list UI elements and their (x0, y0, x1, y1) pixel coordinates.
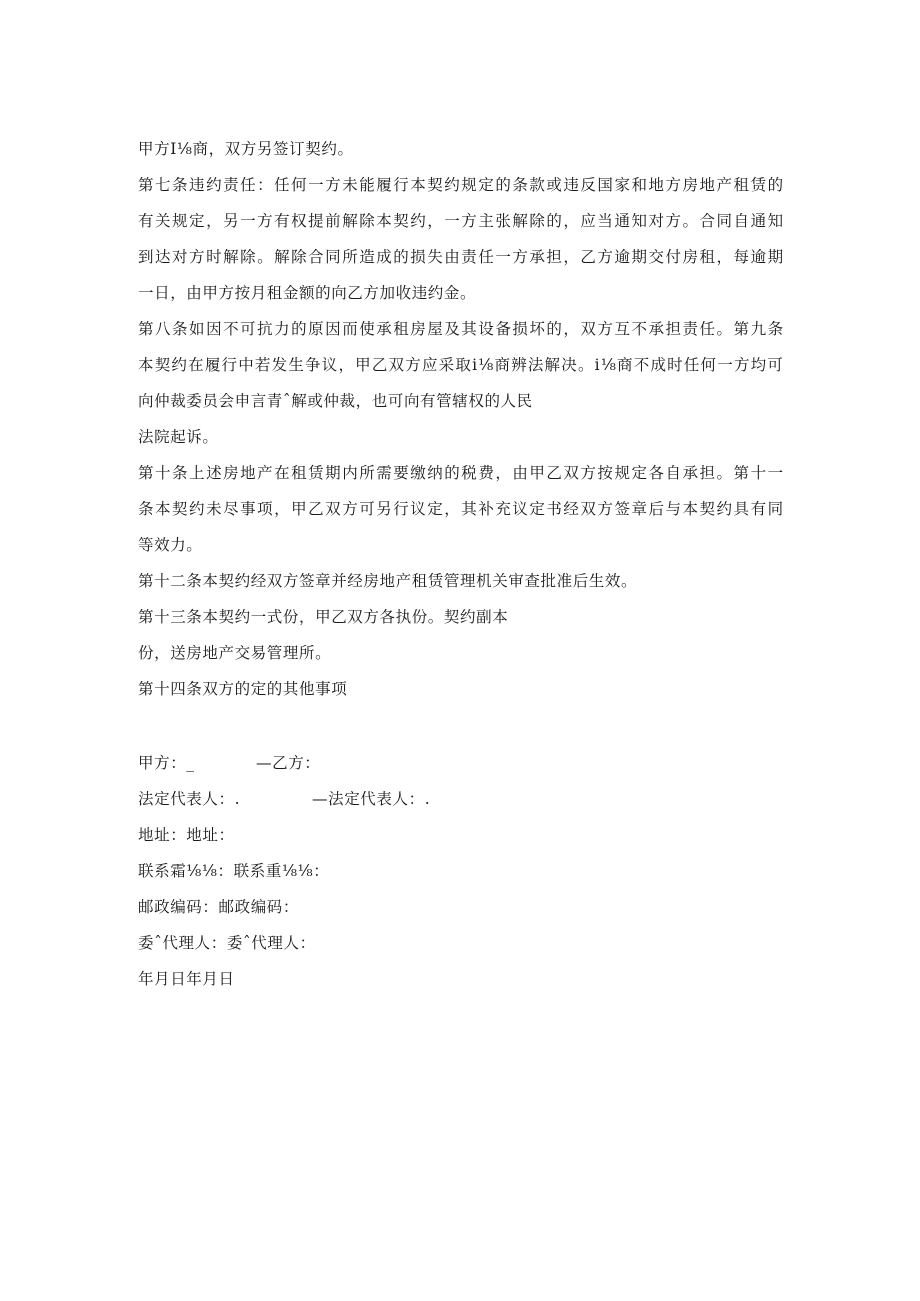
text-char: 方 (597, 500, 614, 518)
text-char: 本 (376, 212, 393, 230)
text-char: 一 (495, 248, 512, 266)
text-char: 其 (461, 320, 478, 338)
text-char: 期 (767, 248, 784, 266)
text-char: 原 (308, 320, 325, 338)
text-char: 内 (342, 464, 359, 482)
text-char: ， (444, 500, 461, 518)
text-char: 商 (617, 356, 634, 374)
text-char: 互 (614, 320, 631, 338)
party-b-label: —乙方： (256, 754, 321, 772)
text-char: 除 (529, 212, 546, 230)
signature-party-row (138, 745, 788, 781)
text-char: 本 (155, 500, 172, 518)
paragraph-line (138, 347, 784, 383)
text-char: 未 (206, 500, 223, 518)
text-char: 除 (240, 248, 257, 266)
document-body (138, 131, 788, 997)
text-char: 时 (206, 248, 223, 266)
text-char: ， (716, 248, 733, 266)
text-char: 契 (172, 500, 189, 518)
text-char: 方 (665, 212, 682, 230)
text-char: 地 (240, 464, 257, 482)
text-char: 定 (427, 500, 444, 518)
paragraph-line: 向仲裁委员会申言青ˆ解或仲裁，也可向有管辖权的人民 (138, 392, 533, 410)
text-char: 乙 (308, 500, 325, 518)
text-char: 后 (648, 500, 665, 518)
text-char: 坏 (529, 320, 546, 338)
text-char: 条 (767, 320, 784, 338)
text-char: 的 (495, 176, 512, 194)
text-char: 乙 (371, 356, 388, 374)
text-char: 何 (700, 356, 717, 374)
text-char: 在 (188, 356, 205, 374)
text-char: 同 (767, 500, 784, 518)
text-char: 条 (138, 500, 155, 518)
text-char: 的 (767, 176, 784, 194)
text-char: 条 (172, 320, 189, 338)
text-char: 付 (665, 248, 682, 266)
text-char: 约 (171, 356, 188, 374)
text-char: 事 (240, 500, 257, 518)
text-char: 条 (512, 176, 529, 194)
text-char: 项 (257, 500, 274, 518)
text-char: 能 (359, 176, 376, 194)
text-char: 本 (682, 500, 699, 518)
text-char: 第 (733, 320, 750, 338)
text-char: 任 (274, 176, 291, 194)
text-char: 交 (648, 248, 665, 266)
text-char: 何 (291, 176, 308, 194)
text-char: 房 (223, 464, 240, 482)
text-char: 违 (563, 176, 580, 194)
text-char: 前 (325, 212, 342, 230)
text-char: ， (206, 212, 223, 230)
text-char: 责 (223, 176, 240, 194)
text-char: 本 (138, 356, 155, 374)
text-char: ， (563, 320, 580, 338)
text-char: 。 (257, 248, 274, 266)
text-char: 与 (665, 500, 682, 518)
text-char: ⅛ (478, 356, 494, 374)
text-char: 行 (221, 356, 238, 374)
text-char: 逾 (750, 248, 767, 266)
text-char: 规 (461, 176, 478, 194)
text-char: 地 (699, 176, 716, 194)
text-char: 按 (597, 464, 614, 482)
text-char: 使 (359, 320, 376, 338)
text-char: 七 (155, 176, 172, 194)
text-char: 若 (254, 356, 272, 374)
text-char: 或 (546, 176, 563, 194)
text-char: 损 (512, 320, 529, 338)
text-char: 主 (478, 212, 495, 230)
text-char: 所 (359, 464, 376, 482)
text-char: 对 (172, 248, 189, 266)
paragraph-line (138, 239, 784, 275)
text-char: 担 (546, 248, 563, 266)
text-char: 方 (665, 176, 682, 194)
text-char: 条 (172, 464, 189, 482)
text-char: 约 (444, 176, 461, 194)
text-char: 任 (478, 248, 495, 266)
text-char: 另 (223, 212, 240, 230)
text-char: 应 (421, 356, 439, 374)
text-char: 契 (699, 500, 716, 518)
text-char: 八 (155, 320, 172, 338)
text-char: 需 (376, 464, 393, 482)
text-char: ， (563, 248, 580, 266)
text-char: 的 (444, 464, 461, 482)
text-char: 房 (682, 176, 699, 194)
text-char: 备 (495, 320, 512, 338)
paragraph-line: 甲方I⅛商，双方另签订契约。 (138, 140, 354, 158)
text-char: 乙 (546, 464, 563, 482)
text-char: 章 (631, 500, 648, 518)
text-char: 甲 (291, 500, 308, 518)
text-char: 生 (288, 356, 305, 374)
text-char: 解 (223, 248, 240, 266)
text-char: 乙 (580, 248, 597, 266)
text-char: 通 (750, 212, 767, 230)
text-char: 同 (325, 248, 342, 266)
text-char: 方 (342, 500, 359, 518)
text-char: 设 (478, 320, 495, 338)
text-char: 责 (682, 320, 699, 338)
text-char: 书 (546, 500, 563, 518)
text-char: 发 (271, 356, 288, 374)
text-char: ， (495, 464, 512, 482)
text-char: 履 (376, 176, 393, 194)
text-char: 除 (359, 212, 376, 230)
text-char: 产 (257, 464, 274, 482)
text-char: 方 (405, 356, 422, 374)
text-char: 自 (665, 464, 682, 482)
text-char: 约 (189, 500, 206, 518)
text-char: 约 (716, 500, 733, 518)
text-char: 双 (325, 500, 342, 518)
text-char: 知 (767, 212, 784, 230)
text-char: 逾 (614, 248, 631, 266)
text-char: i (594, 356, 601, 374)
text-char: 决 (561, 356, 578, 374)
text-char: 提 (308, 212, 325, 230)
text-char: 契 (427, 176, 444, 194)
text-char: 期 (325, 464, 342, 482)
paragraph-line (138, 167, 784, 203)
text-char: 约 (206, 176, 223, 194)
text-char: 不 (631, 320, 648, 338)
text-char: 有 (750, 500, 767, 518)
text-char: 履 (204, 356, 221, 374)
text-char: 具 (733, 500, 750, 518)
text-char: 由 (512, 464, 529, 482)
text-char: 费 (478, 464, 495, 482)
text-char: 如 (189, 320, 206, 338)
text-char: 不 (223, 320, 240, 338)
text-char: 定 (529, 500, 546, 518)
text-char: 本 (410, 176, 427, 194)
text-char: 地 (648, 176, 665, 194)
text-char: 双 (580, 500, 597, 518)
text-char: 自 (733, 212, 750, 230)
text-char: 关 (155, 212, 172, 230)
text-char: 应 (580, 212, 597, 230)
paragraph-line: 等效力。 (138, 536, 203, 554)
text-char: 可 (767, 356, 784, 374)
text-char: 双 (580, 320, 597, 338)
paragraph-line (138, 455, 784, 491)
text-char: 契 (393, 212, 410, 230)
text-char: 赁 (750, 176, 767, 194)
text-char: 方 (512, 248, 529, 266)
text-char: 其 (461, 500, 478, 518)
text-char: 造 (359, 248, 376, 266)
text-char: ⅛ (600, 356, 617, 374)
text-char: 而 (342, 320, 359, 338)
paragraph-line: 第十二条本契约经双方签章并经房地产租赁管理机关审查批准后生效。 (138, 572, 638, 590)
text-char: 一 (767, 464, 784, 482)
text-char: 赁 (308, 464, 325, 482)
text-char: 不 (633, 356, 650, 374)
text-char: 担 (665, 320, 682, 338)
text-char: 房 (410, 320, 427, 338)
paragraph-line: 一日，由甲方按月租金额的向乙方加收违约金。 (138, 284, 477, 302)
text-char: 因 (325, 320, 342, 338)
text-char: 知 (631, 212, 648, 230)
text-char: 商 (494, 356, 511, 374)
text-char: 解 (544, 356, 561, 374)
text-char: ， (427, 212, 444, 230)
text-char: 约 (410, 212, 427, 230)
text-char: 承 (376, 320, 393, 338)
text-char: 条 (172, 176, 189, 194)
text-char: 补 (478, 500, 495, 518)
text-char: 未 (342, 176, 359, 194)
text-char: 任 (699, 320, 716, 338)
text-char: 一 (444, 212, 461, 230)
signature-phone-row: 联系霜⅛⅛：联系重⅛⅛： (138, 862, 330, 880)
text-char: 成 (376, 248, 393, 266)
text-char: 方 (189, 248, 206, 266)
text-char: 每 (733, 248, 750, 266)
text-char: 权 (291, 212, 308, 230)
text-char: ， (563, 212, 580, 230)
text-char: 方 (580, 464, 597, 482)
text-char: 家 (614, 176, 631, 194)
text-char: 争 (305, 356, 322, 374)
text-char: 。 (577, 356, 595, 374)
text-char: 方 (597, 248, 614, 266)
text-char: 经 (563, 500, 580, 518)
text-char: 法 (527, 356, 544, 374)
text-char: 契 (154, 356, 171, 374)
text-char: 方 (325, 176, 342, 194)
text-char: 承 (682, 464, 699, 482)
text-char: 租 (393, 320, 410, 338)
paragraph-line (138, 491, 784, 527)
text-char: 到 (138, 248, 155, 266)
text-char: 可 (240, 320, 257, 338)
text-char: 定 (478, 176, 495, 194)
text-char: 在 (274, 464, 291, 482)
text-char: 有 (138, 212, 155, 230)
text-char: 甲 (355, 356, 372, 374)
text-char: 第 (138, 320, 155, 338)
text-char: 承 (648, 320, 665, 338)
text-char: 十 (750, 464, 767, 482)
text-char: 失 (427, 248, 444, 266)
text-char: 的 (546, 320, 563, 338)
text-char: 及 (444, 320, 461, 338)
text-char: 议 (512, 500, 529, 518)
spacer (138, 707, 788, 745)
text-char: 甲 (529, 464, 546, 482)
text-char: 除 (291, 248, 308, 266)
party-a-label: 甲方：_ (138, 754, 195, 772)
text-char: 力 (274, 320, 291, 338)
text-char: 规 (614, 464, 631, 482)
text-char: 九 (750, 320, 767, 338)
signature-date-row: 年月日年月日 (138, 970, 235, 988)
text-char: 期 (631, 248, 648, 266)
text-char: 可 (359, 500, 376, 518)
text-char: 要 (393, 464, 410, 482)
paragraph-line: 份，送房地产交易管理所。 (138, 644, 332, 662)
text-char: 款 (529, 176, 546, 194)
text-char: 。 (682, 212, 699, 230)
paragraph-line: 第十三条本契约一式份，甲乙双方各执份。契约副本 (138, 608, 509, 626)
text-char: 反 (580, 176, 597, 194)
text-char: 的 (546, 212, 563, 230)
text-char: 达 (155, 248, 172, 266)
text-char: 合 (699, 212, 716, 230)
text-char: 十 (155, 464, 172, 482)
text-char: i (472, 356, 478, 374)
text-char: 均 (750, 356, 767, 374)
paragraph-line (138, 203, 784, 239)
text-char: 成 (650, 356, 667, 374)
signature-address-row: 地址：地址： (138, 826, 235, 844)
text-char: 规 (172, 212, 189, 230)
text-char: 任 (683, 356, 700, 374)
text-char: 充 (495, 500, 512, 518)
paragraph-line (138, 311, 784, 347)
text-char: 租 (699, 248, 716, 266)
text-char: 担 (699, 464, 716, 482)
text-char: ： (257, 176, 274, 194)
text-char: 纳 (427, 464, 444, 482)
text-char: 中 (238, 356, 255, 374)
signature-agent-row: 委ˆ代理人：委ˆ代理人： (138, 934, 316, 952)
text-char: 承 (529, 248, 546, 266)
text-char: 述 (206, 464, 223, 482)
text-char: 当 (597, 212, 614, 230)
text-char: 双 (388, 356, 405, 374)
text-char: 和 (631, 176, 648, 194)
paragraph-line: 第十四条双方的定的其他事项 (138, 680, 348, 698)
text-char: 方 (461, 212, 478, 230)
text-char: 损 (410, 248, 427, 266)
rep-a-label: 法定代表人：. (138, 790, 241, 808)
text-char: 各 (648, 464, 665, 482)
text-char: 对 (648, 212, 665, 230)
text-char: 通 (614, 212, 631, 230)
text-char: 解 (512, 212, 529, 230)
text-char: 上 (189, 464, 206, 482)
text-char: 行 (393, 500, 410, 518)
text-char: 的 (291, 320, 308, 338)
text-char: 因 (206, 320, 223, 338)
text-char: 同 (716, 212, 733, 230)
text-char: 违 (189, 176, 206, 194)
text-char: 合 (308, 248, 325, 266)
text-char: 房 (682, 248, 699, 266)
text-char: 时 (667, 356, 684, 374)
text-char: 国 (597, 176, 614, 194)
rep-b-label: —法定代表人：. (312, 790, 431, 808)
text-char: 第 (138, 176, 155, 194)
text-char: 采 (438, 356, 455, 374)
text-char: 第 (733, 464, 750, 482)
text-char: 解 (274, 248, 291, 266)
text-char: 辨 (511, 356, 528, 374)
text-char: 任 (240, 176, 257, 194)
text-char: 方 (733, 356, 751, 374)
text-char: 解 (342, 212, 359, 230)
text-char: 所 (342, 248, 359, 266)
text-char: 一 (240, 212, 257, 230)
signature-postcode-row: 邮政编码：邮政编码： (138, 898, 300, 916)
text-char: 方 (257, 212, 274, 230)
text-char: 尽 (223, 500, 240, 518)
text-char: 行 (393, 176, 410, 194)
text-char: 一 (308, 176, 325, 194)
text-char: 。 (716, 320, 733, 338)
text-char: ， (274, 500, 291, 518)
text-char: 双 (563, 464, 580, 482)
text-char: 租 (733, 176, 750, 194)
text-char: 另 (376, 500, 393, 518)
text-char: 第 (138, 464, 155, 482)
text-char: 议 (410, 500, 427, 518)
text-char: ， (338, 356, 355, 374)
signature-rep-row (138, 781, 788, 817)
text-char: 张 (495, 212, 512, 230)
text-char: 屋 (427, 320, 444, 338)
text-char: 缴 (410, 464, 427, 482)
text-char: 有 (274, 212, 291, 230)
text-char: 责 (461, 248, 478, 266)
text-char: 定 (631, 464, 648, 482)
text-char: 产 (716, 176, 733, 194)
paragraph-line: 法院起诉。 (138, 428, 219, 446)
text-char: 一 (717, 356, 734, 374)
text-char: 租 (291, 464, 308, 482)
text-char: 抗 (257, 320, 274, 338)
text-char: 由 (444, 248, 461, 266)
text-char: 税 (461, 464, 478, 482)
text-char: 定 (189, 212, 206, 230)
text-char: 议 (321, 356, 338, 374)
text-char: 方 (597, 320, 614, 338)
text-char: 的 (393, 248, 410, 266)
text-char: 。 (716, 464, 733, 482)
text-char: 取 (455, 356, 472, 374)
text-char: 签 (614, 500, 631, 518)
